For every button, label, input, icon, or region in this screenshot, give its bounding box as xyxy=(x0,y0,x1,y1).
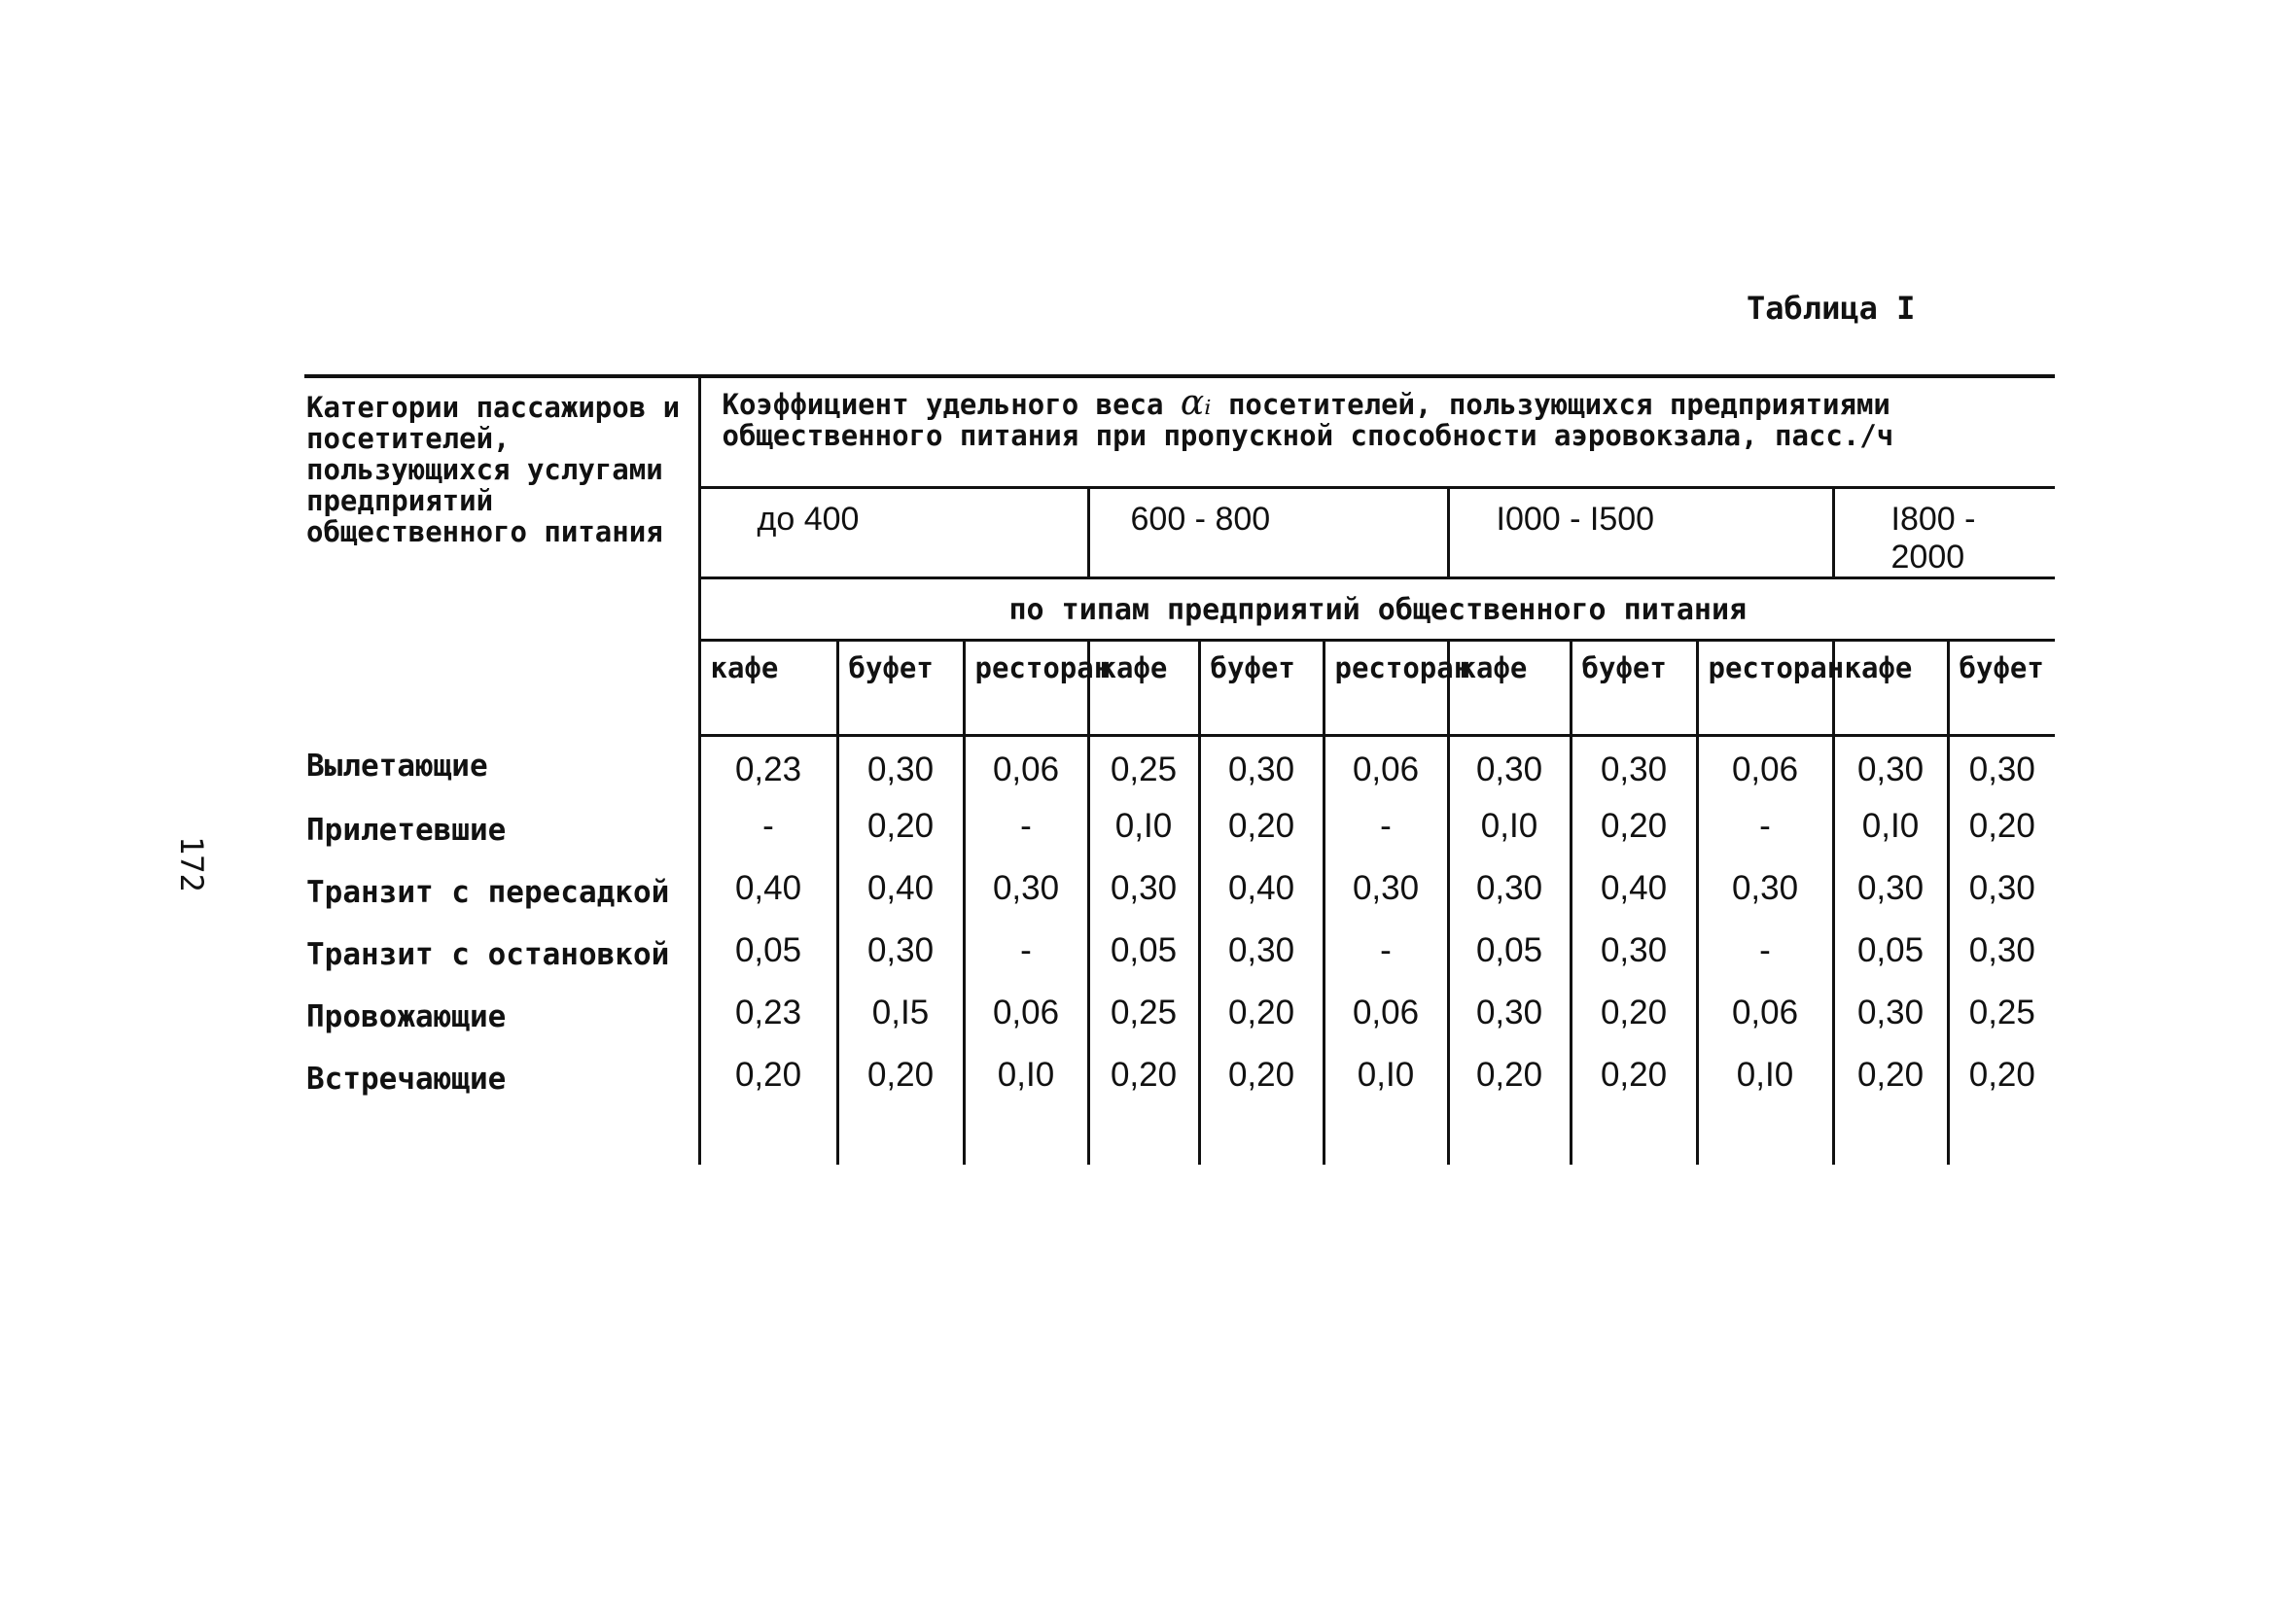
table-cell: 0,20 xyxy=(1199,799,1324,861)
type-header-10: буфет xyxy=(1948,640,2055,735)
table-cell: 0,20 xyxy=(699,1048,837,1110)
type-header-9: кафе xyxy=(1833,640,1948,735)
table-cell: 0,30 xyxy=(1448,861,1571,924)
table-cell: 0,06 xyxy=(964,735,1088,799)
table-cell: 0,20 xyxy=(1448,1048,1571,1110)
table-row xyxy=(304,924,2055,986)
coefficient-header-prefix: Коэффициент удельного веса xyxy=(722,388,1164,421)
tail-spacer xyxy=(1324,1110,1448,1165)
table-cell: 0,I0 xyxy=(964,1048,1088,1110)
table-cell: - xyxy=(1697,799,1833,861)
category-header: Категории пассажиров и посетителей, пользующихся услугами предприятий общественного питания xyxy=(306,391,681,548)
row-label: Встречающие xyxy=(306,1062,507,1097)
table-row xyxy=(304,1048,2055,1110)
table-row xyxy=(304,799,2055,861)
table-cell: 0,05 xyxy=(1833,924,1948,986)
table-cell: 0,20 xyxy=(1833,1048,1948,1110)
tail-spacer xyxy=(699,1110,837,1165)
table-row xyxy=(304,986,2055,1048)
table-cell: 0,30 xyxy=(1948,861,2055,924)
table-cell: 0,I5 xyxy=(837,986,964,1048)
table-cell: 0,20 xyxy=(1571,1048,1697,1110)
table-cell: - xyxy=(1324,924,1448,986)
table-cell: 0,30 xyxy=(1199,735,1324,799)
coefficient-table xyxy=(304,374,2055,1165)
table-cell: - xyxy=(1697,924,1833,986)
table-cell: 0,20 xyxy=(1571,986,1697,1048)
type-header-3: кафе xyxy=(1088,640,1199,735)
table-cell: 0,06 xyxy=(1697,986,1833,1048)
table-cell: 0,06 xyxy=(964,986,1088,1048)
type-header-2: ресторан xyxy=(964,640,1088,735)
tail-spacer xyxy=(1697,1110,1833,1165)
type-header-8: ресторан xyxy=(1697,640,1833,735)
tail-spacer xyxy=(1448,1110,1571,1165)
tail-spacer xyxy=(1948,1110,2055,1165)
table-cell: 0,I0 xyxy=(1833,799,1948,861)
table-cell: 0,30 xyxy=(1697,861,1833,924)
table-cell: 0,20 xyxy=(1199,986,1324,1048)
table-tail xyxy=(304,1110,2055,1165)
table-cell: 0,25 xyxy=(1088,735,1199,799)
type-header-4: буфет xyxy=(1199,640,1324,735)
tail-spacer xyxy=(1199,1110,1324,1165)
table-cell: - xyxy=(1324,799,1448,861)
coefficient-header xyxy=(699,376,2055,487)
row-label: Провожающие xyxy=(306,999,507,1034)
table-cell: 0,20 xyxy=(837,799,964,861)
table-cell: 0,I0 xyxy=(1324,1048,1448,1110)
table-cell: 0,20 xyxy=(1571,799,1697,861)
range-header-2: I000 - I500 xyxy=(1448,487,1833,577)
table-cell: 0,30 xyxy=(837,735,964,799)
type-header-1: буфет xyxy=(837,640,964,735)
table-cell: 0,20 xyxy=(1948,799,2055,861)
table-row xyxy=(304,735,2055,799)
row-label: Транзит с остановкой xyxy=(306,937,670,972)
row-label: Вылетающие xyxy=(306,749,488,784)
table-cell: 0,05 xyxy=(1088,924,1199,986)
table-cell: 0,40 xyxy=(1199,861,1324,924)
table-cell: 0,06 xyxy=(1324,986,1448,1048)
table-cell: 0,23 xyxy=(699,986,837,1048)
tail-spacer xyxy=(1571,1110,1697,1165)
table-cell: 0,20 xyxy=(1199,1048,1324,1110)
table-cell: - xyxy=(699,799,837,861)
table-cell: 0,06 xyxy=(1324,735,1448,799)
table-cell: 0,I0 xyxy=(1697,1048,1833,1110)
table-caption: Таблица I xyxy=(1747,290,1916,327)
table-cell: 0,40 xyxy=(699,861,837,924)
table-cell: 0,25 xyxy=(1088,986,1199,1048)
table-cell: 0,30 xyxy=(1448,735,1571,799)
table-cell: 0,25 xyxy=(1948,986,2055,1048)
table-cell: 0,30 xyxy=(1833,986,1948,1048)
tail-spacer xyxy=(964,1110,1088,1165)
table-cell: 0,20 xyxy=(1088,1048,1199,1110)
table-cell: 0,20 xyxy=(837,1048,964,1110)
table-cell: 0,30 xyxy=(837,924,964,986)
table-cell: - xyxy=(964,924,1088,986)
tail-spacer xyxy=(1088,1110,1199,1165)
table-cell: 0,30 xyxy=(1448,986,1571,1048)
tail-spacer xyxy=(1833,1110,1948,1165)
type-header-7: буфет xyxy=(1571,640,1697,735)
row-label: Прилетевшие xyxy=(306,813,507,848)
table-cell: 0,30 xyxy=(1199,924,1324,986)
table-cell: 0,30 xyxy=(1571,735,1697,799)
alpha-symbol: αᵢ xyxy=(1180,383,1212,423)
table-cell: 0,06 xyxy=(1697,735,1833,799)
table-cell: 0,30 xyxy=(1948,735,2055,799)
table-cell: 0,30 xyxy=(1088,861,1199,924)
header-row-1 xyxy=(304,376,2055,487)
table-cell: 0,30 xyxy=(1571,924,1697,986)
table-cell: 0,30 xyxy=(1833,861,1948,924)
table-cell: - xyxy=(964,799,1088,861)
table-cell: 0,20 xyxy=(1948,1048,2055,1110)
tail-spacer xyxy=(837,1110,964,1165)
table-cell: 0,30 xyxy=(1948,924,2055,986)
range-header-1: 600 - 800 xyxy=(1088,487,1448,577)
row-label: Транзит с пересадкой xyxy=(306,875,670,910)
table-cell: 0,30 xyxy=(1833,735,1948,799)
type-header-0: кафе xyxy=(699,640,837,735)
type-header-6: кафе xyxy=(1448,640,1571,735)
type-header-5: ресторан xyxy=(1324,640,1448,735)
table-cell: 0,30 xyxy=(1324,861,1448,924)
table-cell: 0,I0 xyxy=(1448,799,1571,861)
range-header-0: до 400 xyxy=(699,487,1088,577)
types-header: по типам предприятий общественного питания xyxy=(699,577,2055,640)
page-number: 172 xyxy=(173,836,210,892)
coefficient-header-suffix: посетителей, пользующихся предприятиями общественного питания при пропускной способности аэровокзала, пасс./ч xyxy=(722,388,1894,452)
table-cell: 0,40 xyxy=(1571,861,1697,924)
table-cell: 0,40 xyxy=(837,861,964,924)
table-cell: 0,05 xyxy=(1448,924,1571,986)
table-cell: 0,I0 xyxy=(1088,799,1199,861)
table-cell: 0,30 xyxy=(964,861,1088,924)
table-row xyxy=(304,861,2055,924)
table-cell: 0,23 xyxy=(699,735,837,799)
tail-spacer xyxy=(304,1110,699,1165)
coefficient-table-container xyxy=(304,374,2055,1125)
range-header-3: I800 - 2000 xyxy=(1833,487,2055,577)
table-cell: 0,05 xyxy=(699,924,837,986)
